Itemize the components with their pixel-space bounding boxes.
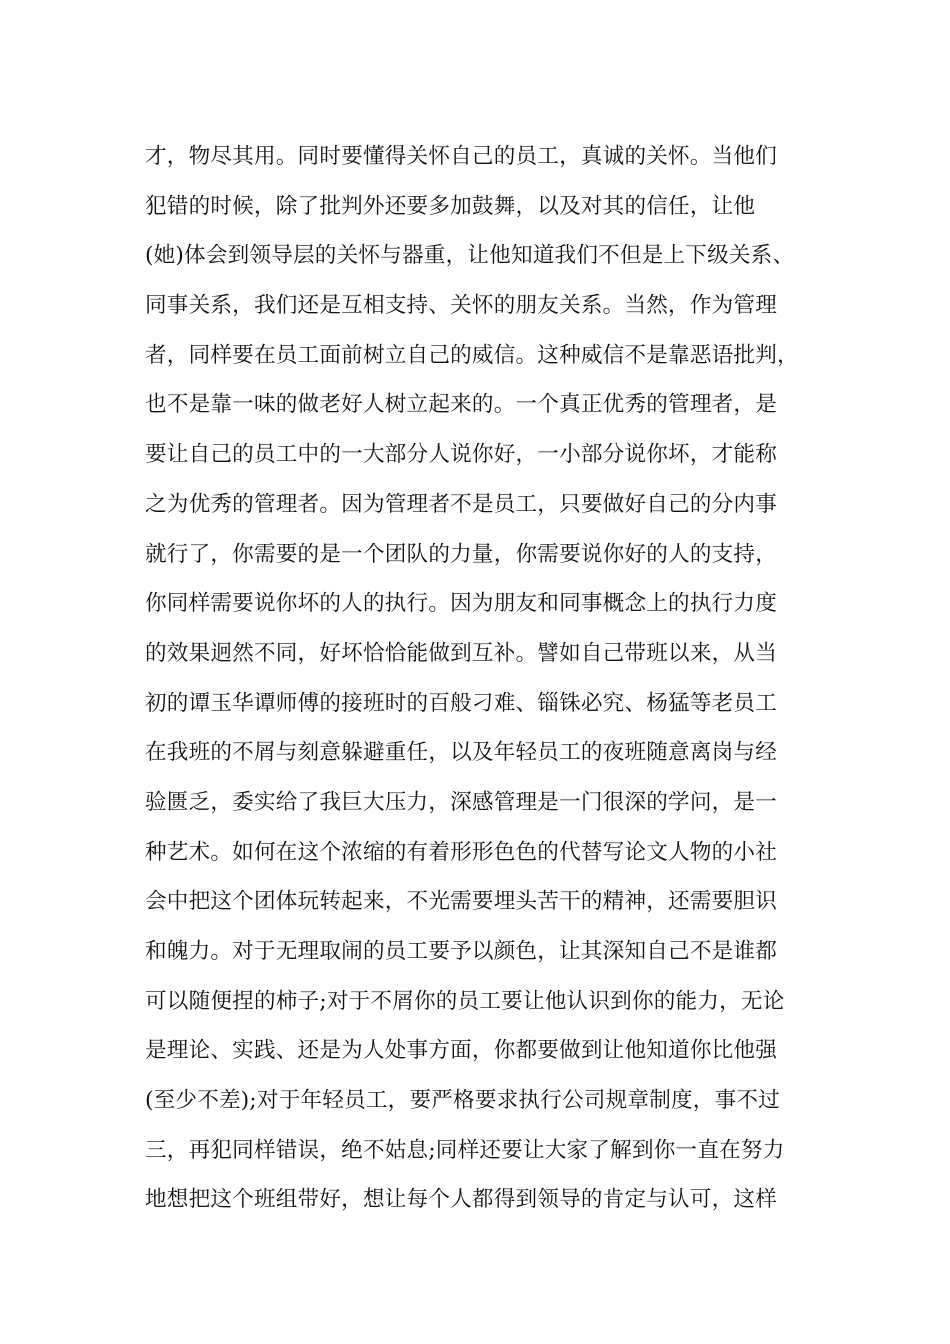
text-line: 可以随便捏的柿子;对于不屑你的员工要让他认识到你的能力，无论: [145, 988, 785, 1014]
text-line: (她)体会到领导层的关怀与器重，让他知道我们不但是上下级关系、: [145, 243, 795, 269]
text-line: 验匮乏，委实给了我巨大压力，深感管理是一门很深的学问，是一: [145, 789, 778, 815]
text-line: 初的谭玉华谭师傅的接班时的百般刁难、锱铢必究、杨猛等老员工: [145, 690, 778, 716]
text-line: 要让自己的员工中的一大部分人说你好，一小部分说你坏，才能称: [145, 442, 778, 468]
text-line: 才，物尽其用。同时要懂得关怀自己的员工，真诚的关怀。当他们: [145, 144, 778, 169]
text-line: 在我班的不屑与刻意躲避重任，以及年轻员工的夜班随意离岗与经: [145, 740, 778, 766]
text-line: 三，再犯同样错误，绝不姑息;同样还要让大家了解到你一直在努力: [145, 1137, 785, 1163]
text-line: (至少不差);对于年轻员工，要严格要求执行公司规章制度，事不过: [145, 1088, 780, 1114]
body-text: [145, 132, 835, 1225]
text-line: 会中把这个团体玩转起来，不光需要埋头苦干的精神，还需要胆识: [145, 889, 778, 915]
text-line: 之为优秀的管理者。因为管理者不是员工，只要做好自己的分内事: [145, 491, 778, 517]
text-line: 者，同样要在员工面前树立自己的威信。这种威信不是靠恶语批判，: [145, 342, 799, 368]
text-line: 就行了，你需要的是一个团队的力量，你需要说你好的人的支持，: [145, 541, 778, 567]
text-line: 是理论、实践、还是为人处事方面，你都要做到让他知道你比他强: [145, 1038, 778, 1064]
text-line: 的效果迥然不同，好坏恰恰能做到互补。譬如自己带班以来，从当: [145, 640, 778, 666]
text-line: 犯错的时候，除了批判外还要多加鼓舞，以及对其的信任，让他: [145, 193, 756, 219]
text-line: 种艺术。如何在这个浓缩的有着形形色色的代替写论文人物的小社: [145, 839, 778, 865]
text-line: 同事关系，我们还是互相支持、关怀的朋友关系。当然，作为管理: [145, 293, 778, 319]
text-line: 你同样需要说你坏的人的执行。因为朋友和同事概念上的执行力度: [145, 591, 778, 617]
text-line: 地想把这个班组带好，想让每个人都得到领导的肯定与认可，这样: [145, 1187, 778, 1213]
text-line: 和魄力。对于无理取闹的员工要予以颜色，让其深知自己不是谁都: [145, 939, 778, 964]
text-line: 也不是靠一味的做老好人树立起来的。一个真正优秀的管理者，是: [145, 392, 778, 418]
